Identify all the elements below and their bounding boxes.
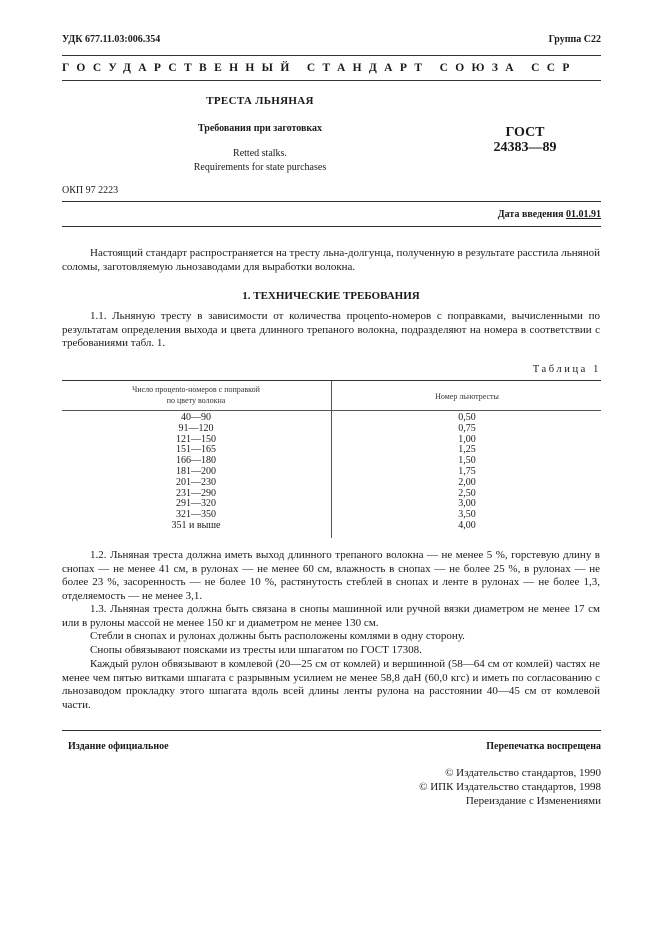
copyright-line1: © Издательство стандартов, 1990 bbox=[445, 767, 601, 779]
table-cell-range: 351 и выше bbox=[171, 519, 221, 531]
table-cell-number: 2,50 bbox=[458, 487, 476, 499]
intro-date-label: Дата введения bbox=[497, 209, 566, 220]
paragraph-1-2: 1.2. Льняная треста должна иметь выход длинного трепаного волокна — не менее 5 %, горстевую длину в снопах — не менее 41 см, в рулонах — не менее 60 см, влажность в снопах — не более 25 %, в рулонах — не более 23 %, засоренность — не более 10 %, растянутость стеблей в снопах и ленте в рулонах — не более 1,3, отделяемость — не менее 3,1. bbox=[62, 549, 600, 602]
copyright-block bbox=[419, 766, 601, 808]
table-col1-values bbox=[62, 413, 330, 532]
table-header-col1-line2: по цвету волокна bbox=[166, 396, 226, 405]
document-title: ТРЕСТА ЛЬНЯНАЯ bbox=[206, 95, 314, 107]
table-cell-range: 321—350 bbox=[176, 509, 216, 521]
table-cell-range: 151—165 bbox=[176, 444, 216, 456]
gost-designation bbox=[470, 125, 580, 155]
table-cell-range: 121—150 bbox=[176, 433, 216, 445]
intro-paragraph: Настоящий стандарт распространяется на тресту льна-долгунца, полученную в результате расстила льняной соломы, заготовляемую льнозаводами для выработки волокна. bbox=[62, 247, 600, 273]
table-cell-number: 0,75 bbox=[458, 422, 476, 434]
table-column-divider bbox=[331, 381, 332, 538]
table-cell-number: 1,25 bbox=[458, 444, 476, 456]
udk-code: УДК 677.11.03:006.354 bbox=[62, 34, 161, 45]
intro-date-value: 01.01.91 bbox=[566, 209, 601, 220]
top-rule bbox=[62, 55, 601, 56]
okp-code: ОКП 97 2223 bbox=[62, 185, 119, 196]
paragraph-roll: Каждый рулон обвязывают в комлевой (20—25 см от комлей) и вершинной (58—64 см от комлей) частях не менее чем пятью витками шпагата с разрывным усилием не менее 58,8 даН (60,0 кгс) и иметь по согласованию с льнозаводом прокладку этого шпагата вдоль всей длины ленты рулона на расстоянии 40—45 см от комлевой части. bbox=[62, 658, 600, 711]
table-cell-range: 40—90 bbox=[181, 412, 211, 423]
table-caption: Таблица 1 bbox=[532, 364, 601, 375]
copyright-line3: Переиздание с Изменениями bbox=[465, 795, 601, 807]
paragraph-sheaves: Снопы обвязывают поясками из тресты или шпагатом по ГОСТ 17308. bbox=[90, 644, 422, 656]
table-cell-range: 291—320 bbox=[176, 498, 216, 510]
table-cell-number: 0,50 bbox=[458, 412, 476, 423]
date-rule bbox=[62, 226, 601, 227]
table-cell-number: 3,00 bbox=[458, 498, 476, 510]
table-cell-number: 1,00 bbox=[458, 433, 476, 445]
table-cell-range: 201—230 bbox=[176, 476, 216, 488]
document-subtitle: Требования при заготовках bbox=[197, 123, 323, 134]
table-header-col2: Номер льнотресты bbox=[435, 392, 499, 401]
table-header-col1 bbox=[62, 384, 330, 406]
gost-number: 24383—89 bbox=[493, 140, 557, 155]
english-title-line1: Retted stalks. bbox=[233, 148, 287, 159]
table-cell-range: 231—290 bbox=[176, 487, 216, 499]
intro-date bbox=[498, 209, 601, 220]
footer-rule bbox=[62, 730, 601, 731]
table-header-col1-line1: Число процento-номеров с поправкой bbox=[132, 385, 260, 394]
english-title bbox=[160, 147, 360, 175]
okp-rule bbox=[62, 201, 601, 202]
table-cell-range: 166—180 bbox=[176, 455, 216, 467]
official-edition: Издание официальное bbox=[68, 741, 169, 752]
table-cell-number: 2,00 bbox=[458, 476, 476, 488]
paragraph-stalks: Стебли в снопах и рулонах должны быть расположены комлями в одну сторону. bbox=[90, 630, 465, 642]
copyright-line2: © ИПК Издательство стандартов, 1998 bbox=[419, 781, 601, 793]
table-cell-number: 1,50 bbox=[458, 455, 476, 467]
table-cell-range: 181—200 bbox=[176, 465, 216, 477]
table-cell-range: 91—120 bbox=[178, 422, 214, 434]
section-heading: 1. ТЕХНИЧЕСКИЕ ТРЕБОВАНИЯ bbox=[242, 290, 420, 302]
paragraph-1-1: 1.1. Льняную тресту в зависимости от количества процento-номеров с поправками, вычисленными по результатам определения выхода и цвета длинного трепаного волокна, подразделяют на номера в соответствии с требованиями табл. 1. bbox=[62, 310, 600, 350]
table-cell-number: 4,00 bbox=[458, 519, 476, 531]
english-title-line2: Requirements for state purchases bbox=[193, 162, 327, 173]
standard-banner: ГОСУДАРСТВЕННЫЙ СТАНДАРТ СОЮЗА ССР bbox=[62, 62, 577, 74]
table-cell-number: 3,50 bbox=[458, 509, 476, 521]
gost-label: ГОСТ bbox=[505, 125, 545, 140]
table-cell-number: 1,75 bbox=[458, 465, 476, 477]
table-col2-values bbox=[333, 413, 601, 532]
banner-rule bbox=[62, 80, 601, 81]
paragraph-1-3: 1.3. Льняная треста должна быть связана в снопы машинной или ручной вязки диаметром не менее 17 см или в рулоны массой не менее 150 кг и диаметром не менее 130 см. bbox=[62, 603, 600, 629]
reprint-prohibited: Перепечатка воспрещена bbox=[486, 741, 601, 752]
group-code: Группа С22 bbox=[548, 34, 601, 45]
